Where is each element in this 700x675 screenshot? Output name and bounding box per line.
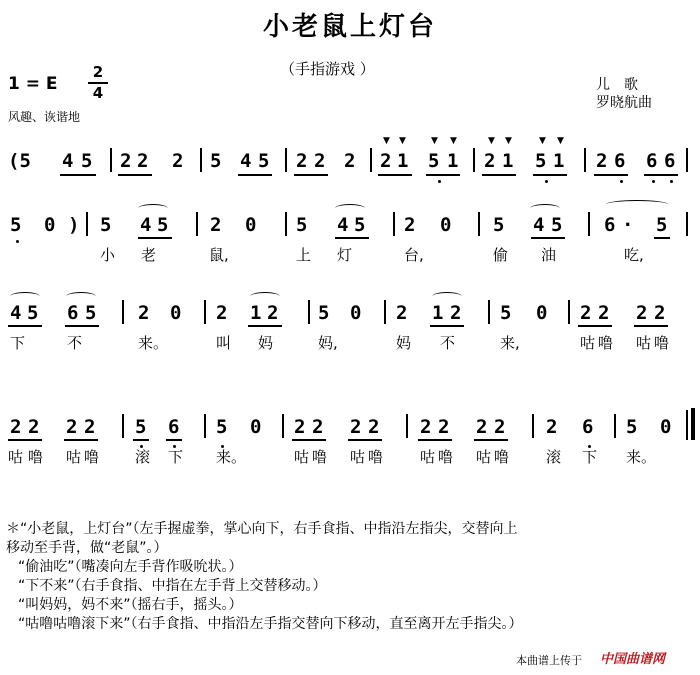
note: 2 <box>137 150 149 172</box>
lyric: 噜 <box>654 334 670 352</box>
site-logo[interactable]: 中国曲谱网 <box>600 652 666 667</box>
accent-mark: ▼ <box>450 136 457 146</box>
bar-line <box>488 300 490 324</box>
lyric: 咕 <box>66 448 82 466</box>
note: 5 <box>27 302 39 324</box>
note: 2 <box>596 150 608 172</box>
lyric: 鼠, <box>209 246 229 264</box>
bar-line <box>532 414 534 438</box>
note: 4 <box>62 150 74 172</box>
slur <box>530 204 560 213</box>
note: 5 <box>296 214 308 236</box>
bar-line <box>86 212 88 236</box>
note: 2 <box>636 302 648 324</box>
note: 5 <box>318 302 330 324</box>
low-octave-dot <box>438 180 441 183</box>
note: · <box>622 214 634 236</box>
final-bar-line <box>686 410 688 440</box>
accent-mark: ▼ <box>399 136 406 146</box>
key-signature: 1 = E <box>8 74 58 94</box>
note: 5 <box>535 150 547 172</box>
bar-line <box>285 212 287 236</box>
note: 6 <box>664 150 676 172</box>
song-subtitle: （手指游戏 ） <box>280 60 375 78</box>
note: 2 <box>84 416 96 438</box>
note: 0 <box>170 302 182 324</box>
bar-line <box>110 148 112 172</box>
note: 5 <box>500 302 512 324</box>
accent-mark: ▼ <box>383 136 390 146</box>
note-line: 移动至手背，做“老鼠”。） <box>6 540 168 556</box>
note: 2 <box>420 416 432 438</box>
note: 1 <box>397 150 409 172</box>
low-octave-dot <box>670 180 673 183</box>
accent-mark: ▼ <box>539 136 546 146</box>
note: 5 <box>551 214 563 236</box>
note: 2 <box>494 416 506 438</box>
bar-line <box>204 414 206 438</box>
note: 1 <box>447 150 459 172</box>
note-line: “偷油吃”（嘴凑向左手背作吸吮状。） <box>18 559 243 575</box>
score-line-3 <box>0 292 700 352</box>
note: 2 <box>484 150 496 172</box>
note: 2 <box>580 302 592 324</box>
lyric: 小 <box>100 246 116 264</box>
bar-line <box>196 212 198 236</box>
note: 5 <box>626 416 638 438</box>
note: 2 <box>404 214 416 236</box>
lyric: 叫 <box>216 334 232 352</box>
note: 5 <box>81 150 93 172</box>
score-line-4 <box>0 408 700 468</box>
lyric: 咕 <box>8 448 24 466</box>
note: 2 <box>28 416 40 438</box>
low-octave-dot <box>545 180 548 183</box>
note: 5 <box>210 150 222 172</box>
bar-line <box>370 148 372 172</box>
lyric: 来。 <box>626 448 657 466</box>
note: 2 <box>216 302 228 324</box>
note: 2 <box>296 150 308 172</box>
lyric: 咕 <box>636 334 652 352</box>
lyric: 滚 <box>135 448 151 466</box>
note: 2 <box>396 302 408 324</box>
lyric: 吃, <box>624 246 644 264</box>
time-top: 2 <box>92 63 104 81</box>
lyric: 噜 <box>28 448 44 466</box>
note: 2 <box>172 150 184 172</box>
bar-line <box>282 414 284 438</box>
note: 2 <box>66 416 78 438</box>
final-bar-line-thick <box>691 408 695 440</box>
note: 6 <box>646 150 658 172</box>
bar-line <box>568 300 570 324</box>
lyric: 来, <box>500 334 520 352</box>
low-octave-dot <box>652 180 655 183</box>
accent-mark: ▼ <box>505 136 512 146</box>
bar-line <box>200 148 202 172</box>
note: 4 <box>533 214 545 236</box>
bar-line <box>686 148 688 172</box>
lyric: 咕 <box>350 448 366 466</box>
tempo-marking: 风趣、诙谐地 <box>8 110 81 124</box>
slur <box>10 292 40 301</box>
lyric: 咕 <box>294 448 310 466</box>
note: 4 <box>240 150 252 172</box>
note: 5 <box>100 214 112 236</box>
note: 2 <box>368 416 380 438</box>
lyric: 噜 <box>368 448 384 466</box>
note: 2 <box>350 416 362 438</box>
note: 6 <box>168 416 180 438</box>
genre-label: 儿 歌 <box>596 77 638 93</box>
lyric: 下 <box>168 448 184 466</box>
note: 2 <box>438 416 450 438</box>
note: 1 <box>432 302 444 324</box>
song-title: 小老鼠上灯台 <box>262 12 437 42</box>
note: 0 <box>350 302 362 324</box>
note: 6 <box>614 150 626 172</box>
lyric: 不 <box>67 334 83 352</box>
note: 2 <box>380 150 392 172</box>
bar-line <box>614 414 616 438</box>
note: 0 <box>440 214 452 236</box>
bar-line <box>686 212 688 236</box>
bar-line <box>588 212 590 236</box>
lyric: 台, <box>404 246 424 264</box>
time-signature <box>88 64 108 102</box>
note: 2 <box>450 302 462 324</box>
note: 2 <box>138 302 150 324</box>
bar-line <box>584 148 586 172</box>
score-line-2 <box>0 204 700 264</box>
composer-label: 罗晓航曲 <box>596 95 652 111</box>
bar-line <box>393 212 395 236</box>
note: 1 <box>502 150 514 172</box>
note: 5 <box>428 150 440 172</box>
slur <box>335 204 365 213</box>
lyric: 咕 <box>580 334 596 352</box>
note: 5 <box>656 214 668 236</box>
note: 2 <box>598 302 610 324</box>
score-line-1 <box>0 136 700 186</box>
note: 5 <box>135 416 147 438</box>
performance-notes <box>6 520 696 634</box>
accent-mark: ▼ <box>557 136 564 146</box>
bar-line <box>406 414 408 438</box>
note: 4 <box>10 302 22 324</box>
note: 2 <box>267 302 279 324</box>
lyric: 滚 <box>546 448 562 466</box>
note: 0 <box>250 416 262 438</box>
bar-line <box>384 300 386 324</box>
lyric: 上 <box>296 246 312 264</box>
lyric: 来。 <box>138 334 169 352</box>
lyric: 咕 <box>420 448 436 466</box>
lyric: 噜 <box>84 448 100 466</box>
note: 5 <box>216 416 228 438</box>
note: 2 <box>210 214 222 236</box>
note-line: “下不来”（右手食指、中指在左手背上交替移动。） <box>18 578 327 594</box>
bar-line <box>204 300 206 324</box>
note: 6 <box>67 302 79 324</box>
note: (5 <box>8 150 31 172</box>
slur <box>138 204 168 213</box>
lyric: 偷 <box>493 246 509 264</box>
note: 5 <box>354 214 366 236</box>
lyric: 油 <box>541 246 557 264</box>
accent-mark: ▼ <box>488 136 495 146</box>
note: 5 <box>258 150 270 172</box>
lyric: 噜 <box>598 334 614 352</box>
note: 4 <box>140 214 152 236</box>
bar-line <box>473 148 475 172</box>
note: 2 <box>314 150 326 172</box>
note: 1 <box>553 150 565 172</box>
note: 5 <box>85 302 97 324</box>
accent-mark: ▼ <box>431 136 438 146</box>
lyric: 妈 <box>396 334 412 352</box>
note: ) <box>68 214 80 236</box>
note: 0 <box>536 302 548 324</box>
note: 0 <box>245 214 257 236</box>
low-octave-dot <box>620 180 623 183</box>
slur <box>432 292 462 301</box>
bar-line <box>122 300 124 324</box>
note: 2 <box>10 416 22 438</box>
time-bottom: 4 <box>92 84 104 102</box>
note: 2 <box>344 150 356 172</box>
lyric: 妈 <box>258 334 274 352</box>
low-octave-dot <box>16 240 19 243</box>
upload-credit: 本曲谱上传于 <box>516 654 582 667</box>
lyric: 灯 <box>337 246 353 264</box>
note: 2 <box>294 416 306 438</box>
note: 2 <box>312 416 324 438</box>
note: 5 <box>493 214 505 236</box>
note: 5 <box>157 214 169 236</box>
bar-line <box>308 300 310 324</box>
lyric: 来。 <box>216 448 247 466</box>
lyric: 噜 <box>494 448 510 466</box>
lyric: 下 <box>10 334 26 352</box>
slur <box>606 200 668 209</box>
lyric: 咕 <box>476 448 492 466</box>
note: 2 <box>120 150 132 172</box>
note-line: “叫妈妈，妈不来”（摇右手，摇头。） <box>18 597 243 613</box>
note: 1 <box>250 302 262 324</box>
note: 0 <box>660 416 672 438</box>
note: 6 <box>582 416 594 438</box>
note-line: ＊“小老鼠，上灯台”（左手握虚拳，掌心向下，右手食指、中指沿左指尖，交替向上 <box>6 521 518 537</box>
bar-line <box>478 212 480 236</box>
bar-line <box>122 414 124 438</box>
note: 2 <box>546 416 558 438</box>
lyric: 噜 <box>438 448 454 466</box>
note: 5 <box>10 214 22 236</box>
lyric: 老 <box>141 246 157 264</box>
bar-line <box>285 148 287 172</box>
note: 0 <box>44 214 56 236</box>
lyric: 噜 <box>312 448 328 466</box>
note: 4 <box>337 214 349 236</box>
note-line: “咕噜咕噜滚下来”（右手食指、中指沿左手指交替向下移动，直至离开左手指尖。） <box>18 616 523 632</box>
lyric: 不 <box>440 334 456 352</box>
slur <box>66 292 96 301</box>
note: 2 <box>654 302 666 324</box>
lyric: 下 <box>582 448 598 466</box>
lyric: 妈, <box>318 334 338 352</box>
slur <box>250 292 280 301</box>
note: 2 <box>476 416 488 438</box>
note: 6 <box>604 214 616 236</box>
